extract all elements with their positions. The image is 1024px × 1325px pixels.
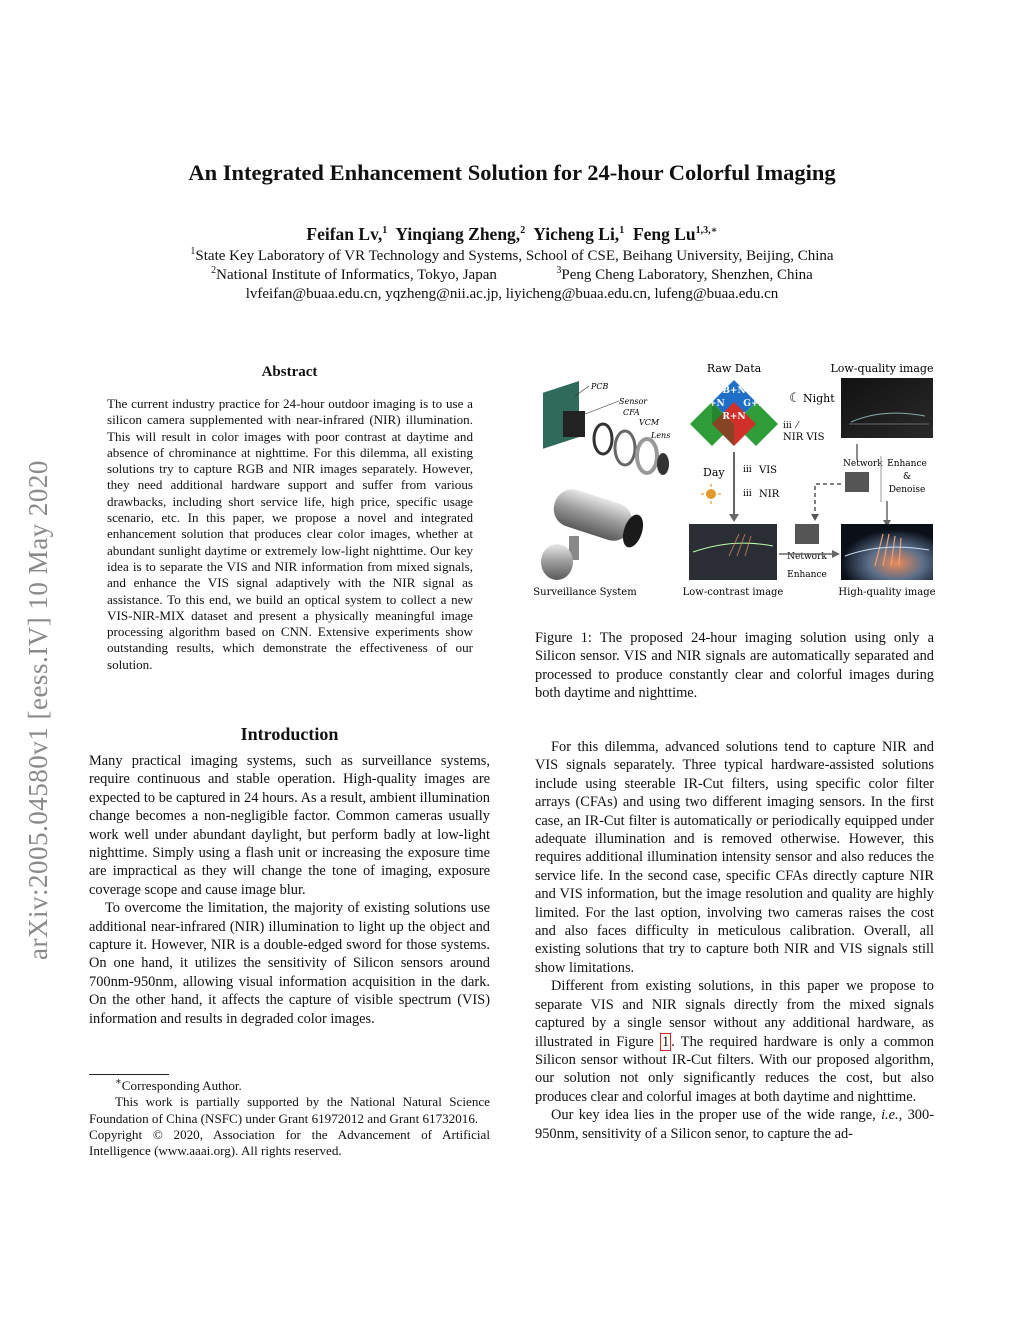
figure-1-reference[interactable]: 1 bbox=[662, 1033, 670, 1050]
right-column-body bbox=[535, 738, 934, 1143]
label-denoise: Denoise bbox=[888, 485, 926, 495]
author: Yinqiang Zheng, bbox=[395, 224, 521, 244]
label-vis: VIS bbox=[759, 465, 778, 476]
author-list: Feifan Lv,$^1$ Yinqiang Zheng,$^2$ Yicheng Li,$^1$ Feng $Lu^{1,3,∗}$ bbox=[306, 224, 718, 244]
sun-icon bbox=[706, 489, 716, 499]
label-gn-right: G+N bbox=[743, 399, 767, 409]
low-quality-image bbox=[841, 378, 933, 438]
network-icon-top bbox=[845, 472, 869, 492]
label-night: Night bbox=[803, 392, 835, 405]
abstract-text: The current industry practice for 24-hour outdoor imaging is to use a silicon camera supplemented with near-infrared (NIR) illumination. This will result in color images with poor contrast at daytime and absence of chrominance at nighttime. For this dilemma, all existing solutions try to capture RGB and NIR images separately. However, they need additional hardware support and suffer from various drawbacks, including short service life, high price, specific usage scenario, etc. In this paper, we propose a novel and integrated enhancement solution that produces clear color images, whether at abundant sunlight daytime or extremely low-light nighttime. Our key idea is to separate the VIS and NIR information from mixed signals, and enhance the VIS signal adaptively with the NIR signal as assistance. To this end, we build an optical system to collect a new VIS-NIR-MIX dataset and present a physically meaningful image processing algorithm based on CNN. Extensive experiments show outstanding results, which demonstrate the effectiveness of our solution. bbox=[107, 396, 473, 672]
introduction-heading: Introduction bbox=[240, 724, 339, 744]
label-lens: Lens bbox=[651, 431, 671, 440]
label-sensor: Sensor bbox=[619, 397, 648, 406]
high-quality-image bbox=[841, 524, 933, 580]
paragraph: For this dilemma, advanced solutions tend to capture NIR and VIS signals separately. Three typical hardware-assisted solutions include using steerable IR-Cut filters, using specific color filter arrays (CFAs) and using two different imaging sensors. In the first case, an IR-Cut filter is automatically or periodically equipped under adequate illumination and is removed otherwise. However, this requires additional illumination intensity sensor and also reduces the service life. In the second case, specific CFAs directly capture NIR and VIS information, but the image resolution and quality are highly limited. For the last option, involving two cameras raises the cost and also faces difficulty in meticulous calibration. Overall, all existing solutions that try to capture both NIR and VIS signals still show limitations. bbox=[535, 739, 934, 976]
label-day: Day bbox=[703, 466, 725, 479]
label-nir-vis: NIR VIS bbox=[783, 432, 825, 443]
author: Feng Lu bbox=[632, 224, 696, 244]
vis-wave-icon: ⅲ bbox=[743, 465, 752, 475]
low-contrast-image bbox=[689, 524, 777, 580]
nir-vis-waves-night: ⅲ ⁄ bbox=[783, 421, 799, 431]
figure-1-diagram bbox=[533, 356, 935, 606]
footnote-funding: This work is partially supported by the National Natural Science Foundation of China (NSFC) under Grant 61972012 and Grant 61732016. bbox=[89, 1094, 490, 1126]
surveillance-camera bbox=[541, 485, 647, 580]
paragraph: To overcome the limitation, the majority of existing solutions use additional near-infrared (NIR) illumination to light up the object and capture it. However, NIR is a double-edged sword for those systems. On one hand, it utilizes the sensitivity of Silicon sensors around 700nm-950nm, allowing visual information acquisition in the dark. On the other hand, it affects the capture of visible spectrum (VIS) information and results in degraded color images. bbox=[89, 900, 490, 1027]
label-surveillance: Surveillance System bbox=[533, 587, 637, 598]
label-enhance-bottom: Enhance bbox=[787, 570, 827, 580]
nir-wave-icon: ⅲ bbox=[743, 489, 752, 499]
paragraph: Many practical imaging systems, such as surveillance systems, require continuous and stable operation. High-quality images are expected to be captured in 24 hours. As a result, ambient illumination change becomes a non-negligible factor. Common cameras usually work well under abundant daylight, but perform badly at low-light nighttime. Simply using a flash unit or increasing the exposure time are impractical as they will change the tone of imaging, exposure coverage scope and cause image blur. bbox=[89, 753, 490, 898]
figure-1-caption: Figure 1: The proposed 24-hour imaging solution using only a Silicon sensor. VIS and NIR signals are automatically separated and processed to produce constantly clear and colorful images during both daytime and nighttime. bbox=[535, 630, 934, 702]
label-network-top: Network bbox=[843, 459, 883, 469]
label-enhance-top: Enhance bbox=[887, 459, 927, 469]
lens-ring-1 bbox=[594, 424, 612, 454]
author-emails: lvfeifan@buaa.edu.cn, yqzheng@nii.ac.jp, liyicheng@buaa.edu.cn, lufeng@buaa.edu.cn bbox=[245, 286, 779, 302]
affiliation-2-3: $^2$National Institute of Informatics, Tokyo, Japan $^3$Peng Cheng Laboratory, Shenzhen, China bbox=[211, 265, 813, 283]
lens-ring-4 bbox=[657, 453, 669, 475]
affiliation-1: $^1$State Key Laboratory of VR Technology and Systems, School of CSE, Beihang University, Beijing, China bbox=[190, 246, 834, 264]
lens-ring-3 bbox=[637, 439, 657, 473]
sensor-block bbox=[563, 411, 585, 437]
label-cfa: CFA bbox=[623, 408, 640, 417]
label-nir: NIR bbox=[759, 489, 780, 500]
label-low-quality: Low-quality image bbox=[830, 362, 934, 375]
abstract-heading: Abstract bbox=[261, 364, 318, 380]
paper-title: An Integrated Enhancement Solution for 24-hour Colorful Imaging bbox=[188, 160, 836, 185]
label-vcm: VCM bbox=[639, 418, 660, 427]
figure-1 bbox=[533, 356, 935, 606]
label-bn: B+N bbox=[722, 386, 746, 396]
paragraph: Our key idea lies in the proper use of the wide range, i.e., 300-950nm, sensitivity of a Silicon senor, to capture the ad- bbox=[535, 1107, 934, 1142]
label-rn: R+N bbox=[722, 412, 746, 422]
network-icon-bottom bbox=[795, 524, 819, 544]
footnote-rule bbox=[89, 1074, 169, 1075]
paragraph: Different from existing solutions, in this paper we propose to separate VIS and NIR signals directly from the mixed signals captured by a single sensor without any additional hardware, as illustrated in Figure 1 . The required hardware is only a common Silicon sensor without IR-Cut filters. With our proposed algorithm, our solution not only significantly reduces the cost, but also produces clear and colorful images at both daytime and nighttime. bbox=[535, 978, 935, 1105]
arxiv-id: arXiv:2005.04580v1 [eess.IV] 10 May 2020 bbox=[23, 460, 53, 960]
label-network-bottom: Network bbox=[787, 552, 827, 562]
label-raw-data: Raw Data bbox=[706, 362, 762, 375]
label-amp: & bbox=[902, 472, 912, 482]
lens-ring-2 bbox=[615, 431, 635, 465]
author: Feifan Lv, bbox=[306, 224, 383, 244]
footnote-corresponding: ∗Corresponding Author. bbox=[115, 1076, 242, 1093]
author: Yicheng Li, bbox=[533, 224, 620, 244]
footnote-copyright: Copyright © 2020, Association for the Advancement of Artificial Intelligence (www.aaai.org). All rights reserved. bbox=[89, 1126, 490, 1159]
footnotes bbox=[89, 1078, 490, 1159]
dashed-arrow bbox=[815, 484, 841, 516]
moon-icon: ☾ bbox=[789, 391, 801, 406]
label-low-contrast: Low-contrast image bbox=[682, 587, 784, 598]
arxiv-stamp bbox=[17, 340, 57, 960]
label-pcb: PCB bbox=[591, 382, 609, 391]
label-gn-left: G+N bbox=[701, 399, 725, 409]
label-high-quality: High-quality image bbox=[838, 587, 935, 598]
introduction-body bbox=[89, 752, 490, 1028]
